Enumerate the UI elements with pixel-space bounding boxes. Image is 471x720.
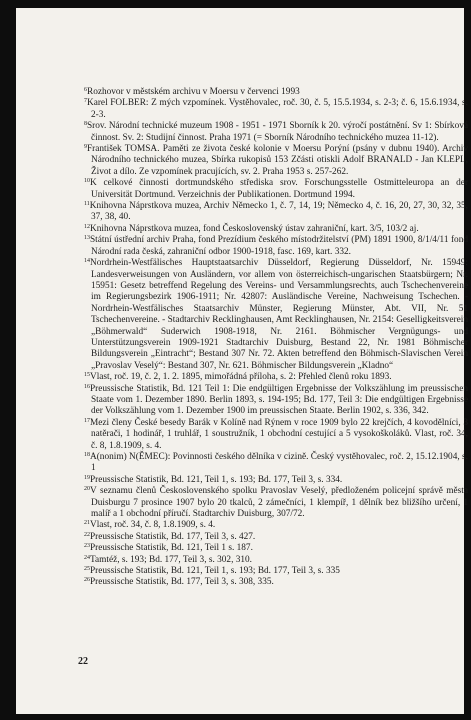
footnote-number: 25 xyxy=(84,566,90,573)
footnote-text: Preussische Statistik, Bd. 177, Teil 3, s. 308, 335. xyxy=(90,577,274,588)
footnote xyxy=(84,520,468,531)
footnote-number: 24 xyxy=(84,554,90,561)
footnote xyxy=(84,543,468,554)
footnote xyxy=(84,418,468,452)
footnote-number: 20 xyxy=(84,486,90,493)
footnote xyxy=(84,532,468,543)
footnote-number: 18 xyxy=(84,452,90,458)
footnote-number: 9 xyxy=(84,144,87,151)
footnote-text: Knihovna Náprstkova muzea, Archiv Německo 1, č. 7, 14, 19; Německo 4, č. 16, 20, 27, 30, 32, 35, 37, 38, 40. xyxy=(89,201,468,223)
footnote xyxy=(84,121,468,144)
footnote xyxy=(84,98,468,121)
footnote-number: 10 xyxy=(84,178,90,185)
footnote-number: 6 xyxy=(84,87,87,93)
footnote-number: 8 xyxy=(84,121,87,128)
footnote-text: František TOMSA. Paměti ze života české kolonie v Moersu Porýní (psány v dubnu 1940). Archiv Národního technického muzea, Sbírka rukopisů 153 Zčásti otiskli Adolf BRANALD - Jan KLEPL, Život a dílo. Ze vzpomínek pracujících, sv. 2. Praha 1953 s. 257-262. xyxy=(87,144,468,177)
footnote-number: 16 xyxy=(84,383,90,390)
footnote-text: Rozhovor v městském archivu v Moersu v červenci 1993 xyxy=(87,87,300,97)
footnote xyxy=(84,555,468,566)
footnote xyxy=(84,178,468,201)
footnote xyxy=(84,384,468,418)
footnote-number: 22 xyxy=(84,531,90,538)
footnote-text: Vlast, roč. 34, č. 8, 1.8.1909, s. 4. xyxy=(90,520,216,531)
footnote-number: 26 xyxy=(84,577,90,584)
footnote-number: 12 xyxy=(84,223,90,230)
footnote xyxy=(84,201,468,224)
footnote-number: 17 xyxy=(84,417,90,424)
document-page xyxy=(16,8,468,714)
footnote-text: Mezi členy České besedy Barák v Kolíně nad Rýnem v roce 1909 bylo 22 krejčích, 4 kovodělníci, 3 natěrači, 1 hodinář, 1 truhlář, 1 soustružník, 1 obchodní cestující a 5 vysokoškoláků. Vlast, roč. 34, č. 8, 1.8.1909, s. 4. xyxy=(90,417,468,451)
footnote xyxy=(84,372,468,383)
footnote-text: Nordrhein-Westfälisches Hauptstaatsarchiv Düsseldorf, Regierung Düsseldorf, Nr. 15949: Landesverweisungen von Ausländern, vor allem von österreichisch-ungarischen Staatsbürgern; Nr. 15951: Gesetz betreffend Regelung des Vereins- und Versammlungsrechts, auch Tschechenvereine im Regierungsbezirk 1906-1911; Nr. 42807: Ausländische Vereine, Nachweisung Tschechen. - Nordrhein-Westfälisches Staatsarchiv Münster, Regierung Münster, Abt. VII, Nr. 51 Tschechenvereine. - Stadtarchiv Recklinghausen, Amt Recklinghausen, Nr. 2154: Geselligkeitsverein „Böhmerwald“ Suderwich 1908-1918, Nr. 2161. Böhmischer Vergnügungs- und Unterstützungsverein 1909-1921 Stadtarchiv Duisburg, Bestand 22, Nr. 1981 Böhmischer Bildungsverein „Eintracht“; Bestand 307 Nr. 72. Akten betreffend den Böhmisch-Slavischen Verein „Pravoslav Veselý“: Bestand 307, Nr. 621. Böhmischer Bildungsverein „Kladno“ xyxy=(90,258,468,371)
footnote xyxy=(84,235,468,258)
footnote-number: 23 xyxy=(84,543,90,550)
footnote-text: K celkové činnosti dortmundského střediska srov. Forschungsstelle Ostmitteleuropa an der Universität Dortmund. Verzeichnis der Publikationen. Dortmund 1994. xyxy=(90,178,468,200)
footnote-text: A(nonim) N(ĚMEC): Povinnosti českého dělníka v cizině. Český vystěhovalec, roč. 2, 15.12.1904, s. 1 xyxy=(90,452,468,474)
footnote-number: 14 xyxy=(84,258,90,265)
footnote xyxy=(84,577,468,588)
footnote-number: 7 xyxy=(84,98,87,105)
footnote xyxy=(84,224,468,235)
footnote xyxy=(84,475,468,486)
footnote-text: Srov. Národní technické muzeum 1908 - 1951 - 1971 Sborník k 20. výročí postátnění. Sv 1: Sbírková činnost. Sv. 2: Studijní činnost. Praha 1971 (= Sborník Národního technického muzea 11-12). xyxy=(87,121,468,143)
footnote-number: 11 xyxy=(84,201,90,208)
footnote xyxy=(84,486,468,520)
footnote-text: Vlast, roč. 19, č. 2, 1. 2. 1895, mimořádná příloha, s. 2: Přehled členů roku 1893. xyxy=(90,372,392,383)
footnote xyxy=(84,566,468,577)
footnote-text: Tamtéž, s. 193; Bd. 177, Teil 3, s. 302, 310. xyxy=(90,554,252,565)
footnote xyxy=(84,258,468,372)
footnote-number: 13 xyxy=(84,235,90,242)
footnote-text: Preussische Statistik, Bd. 121, Teil 1, s. 193; Bd. 177, Teil 3, s. 334. xyxy=(90,474,343,485)
footnote-text: Státní ústřední archiv Praha, fond Prezídium českého místodržitelství (PM) 1891 1900, 8/1/4/11 fond Národní rada česká, zahraniční odbor 1900-1918, fasc. 169, kart. 332. xyxy=(90,235,468,257)
footnote-text: Knihovna Náprstkova muzea, fond Československý ústav zahraniční, kart. 3/5, 103/2 aj. xyxy=(90,223,419,234)
page-number: 22 xyxy=(78,656,88,667)
footnote-text: Preussische Statistik, Bd. 121, Teil 1 s. 187. xyxy=(90,543,253,554)
footnote-number: 21 xyxy=(84,520,90,527)
footnote-text: Preussische Statistik, Bd. 121 Teil 1: Die endgültigen Ergebnisse der Volkszählung im preussischen Staate vom 1. Dezember 1890. Berlin 1893, s. 194-195; Bd. 177, Teil 3: Die endgültigen Ergebnisse der Volkszählung vom 1. Dezember 1900 im preussischen Staate. Berlin 1902, s. 336, 342. xyxy=(90,383,468,417)
footnote-text: Preussische Statistik, Bd. 177, Teil 3, s. 427. xyxy=(90,531,256,542)
footnote xyxy=(84,452,468,475)
footnote-text: V seznamu členů Československého spolku Pravoslav Veselý, předloženém policejní správě města Duisburgu 7 prosince 1907 bylo 20 tkalců, 2 zámečníci, 1 klempíř, 1 dělník bez bližšího určení, 1 malíř a 1 obchodní příručí. Stadtarchiv Duisburg, 307/72. xyxy=(90,486,468,520)
footnote-text: Karel FOLBER: Z mých vzpomínek. Vystěhovalec, roč. 30, č. 5, 15.5.1934, s. 2-3; č. 6, 15.6.1934, s. 2-3. xyxy=(87,98,468,120)
footnote-number: 15 xyxy=(84,372,90,379)
footnote xyxy=(84,87,468,98)
footnote-text: Preussische Statistik, Bd. 121, Teil 1, s. 193; Bd. 177, Teil 3, s. 335 xyxy=(90,566,340,577)
footnote-number: 19 xyxy=(84,474,90,481)
footnote xyxy=(84,144,468,178)
footnotes xyxy=(84,87,468,589)
